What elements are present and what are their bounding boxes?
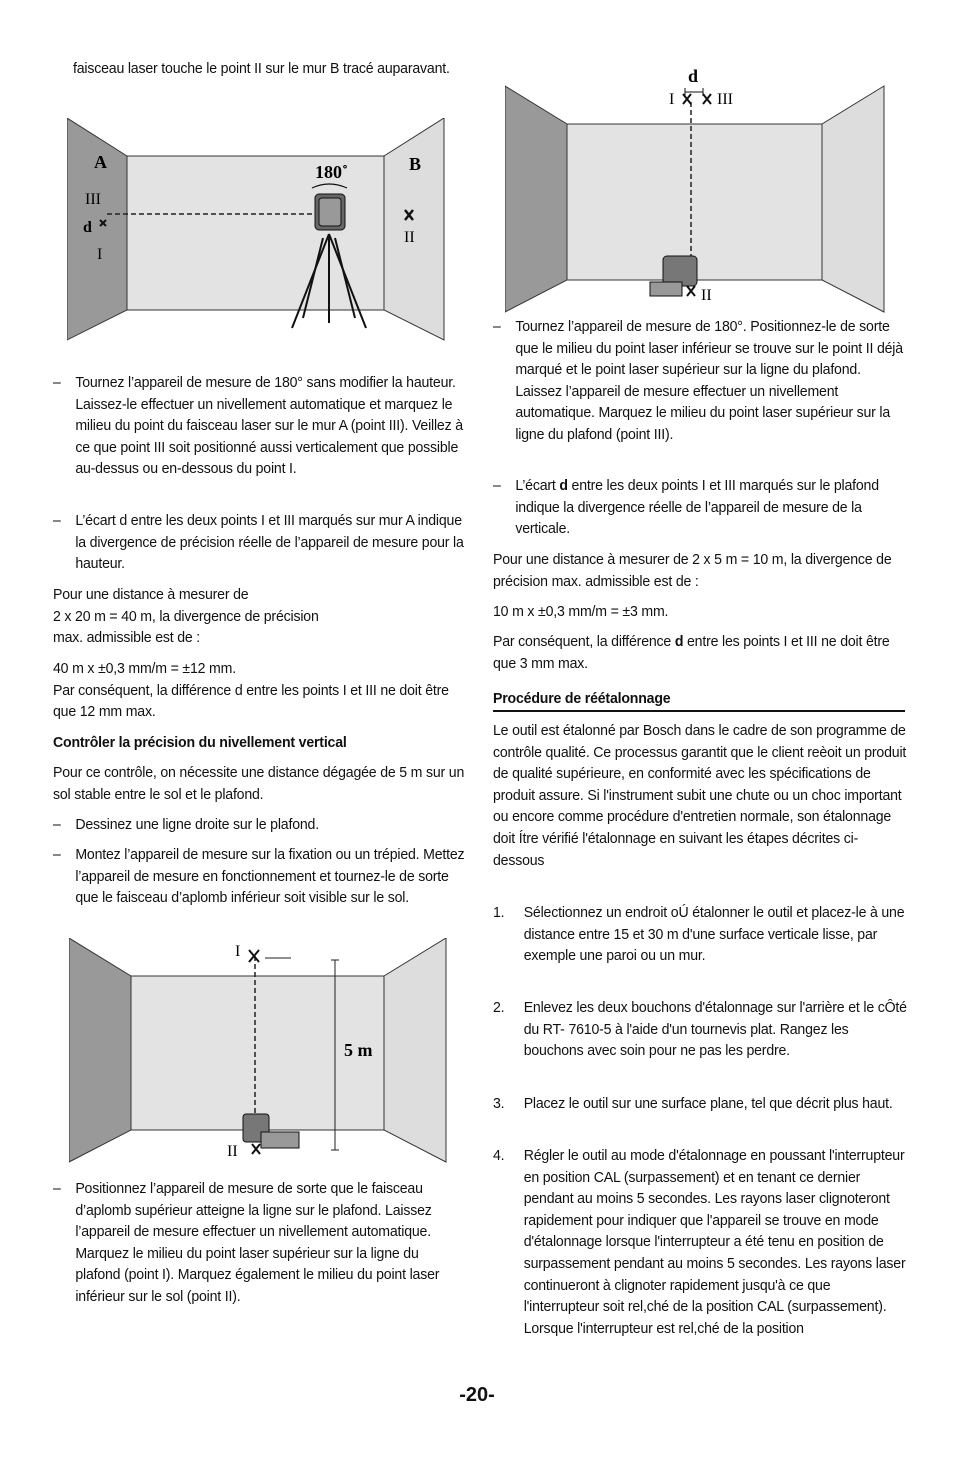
distance-5m-label: 5 m xyxy=(344,1040,373,1060)
step-1: 1. Sélectionnez un endroit oÚ étalonner le outil et placez-le à une distance entre 15 et 30 m d'une surface verticale lisse, par exemple une paroi ou un mur. xyxy=(493,904,905,965)
para-calibration-intro: Le outil est étalonné par Bosch dans le cadre de son programme de contrôle qualité. Ce processus garantit que le client reèoit un produit de qualité supérieure, en conformité avec les spécifications de produit assure. Si l'instrument subit une chute ou un choc important ou encore comme procédure d'entretien normale, son étalonnage doit Ítre vérifié l'étalonnage en suivant les étapes décrites ci-dessous xyxy=(493,722,907,869)
angle-label: 180˚ xyxy=(315,162,348,182)
step-3: 3. Placez le outil sur une surface plane, tel que décrit plus haut. xyxy=(493,1095,893,1112)
para-tolerance-12mm: 40 m x ±0,3 mm/m = ±12 mm. Par conséquent, la différence d entre les points I et III ne doit être que 12 mm max. xyxy=(53,660,449,721)
bullet-rotate-vertical: – Tournez l’appareil de mesure de 180°. Positionnez-le de sorte que le milieu du point laser inférieur se trouve sur le point II déjà marqué et le point laser supérieur sur la ligne du plafond. Laissez l’appareil de mesure effectuer un nivellement automatique. Marquez le milieu du point laser supérieur sur la ligne du plafond (point III). xyxy=(493,318,903,443)
figure-vertical-setup xyxy=(69,938,447,1164)
point-i-label: I xyxy=(235,943,241,960)
bullet-position-device: – Positionnez l’appareil de mesure de sorte que le faisceau d’aplomb supérieur atteigne la ligne sur le plafond. Laissez l’appareil de mesure effectuer un nivellement automatique. Marquez le milieu du point laser supérieur sur la ligne du plafond (point I). Marquez également le milieu du point laser inférieur sur le sol (point II). xyxy=(53,1180,440,1305)
para-distance-10m: Pour une distance à mesurer de 2 x 5 m = 10 m, la divergence de précision max. admissible est de : xyxy=(493,551,892,590)
bullet-mount-device: – Montez l’appareil de mesure sur la fixation ou un trépied. Mettez l’appareil de mesure en fonctionnement et tournez-le de sorte que le faisceau d’aplomb inférieur soit visible sur le sol. xyxy=(53,846,465,907)
point-i-label: I xyxy=(669,91,675,108)
wall-b-label: B xyxy=(409,154,422,174)
bullet-ecart-vertical: – L’écart d entre les deux points I et III marqués sur le plafond indique la divergence réelle de l’appareil de mesure de la verticale. xyxy=(493,477,879,538)
para-tolerance-3mm: 10 m x ±0,3 mm/m = ±3 mm. xyxy=(493,603,669,620)
heading-underline xyxy=(493,710,905,712)
para-difference-d: Par conséquent, la différence d entre les points I et III ne doit être que 3 mm max. xyxy=(493,633,890,672)
distance-d-label: d xyxy=(688,66,699,86)
point-ii-label: II xyxy=(227,1143,238,1160)
heading-recalibration: Procédure de réétalonnage xyxy=(493,690,671,707)
step-4: 4. Régler le outil au mode d'étalonnage en poussant l'interrupteur en position CAL (surpassement) et en tenant ce dernier pendant au moins 5 secondes. Les rayons laser clignoteront rapidement pour indiquer que l'appareil se trouve en mode d'étalonnage lorsque l'interrupteur a été tenu en position de surpassement pendant au moins 5 secondes. Les rayons laser continueront à clignoter rapidement jusqu'à ce que l'interrupteur soit rel,ché de la position CAL (surpassement). Lorsque l'interrupteur est rel,ché de la position xyxy=(493,1147,906,1337)
point-iii-label: III xyxy=(85,191,101,208)
point-ii-label: II xyxy=(404,229,415,246)
step-2: 2. Enlevez les deux bouchons d'étalonnage sur l'arrière et le cÔté du RT- 7610-5 à l'aide d'un tournevis plat. Rangez les bouchons avec soin pour ne pas les perdre. xyxy=(493,999,907,1060)
bullet-ecart-d: – L’écart d entre les deux points I et III marqués sur mur A indique la divergence de précision réelle de l’appareil de mesure pour la hauteur. xyxy=(53,512,464,573)
figure-horizontal-check xyxy=(67,118,445,348)
para-distance-40m: Pour une distance à mesurer de 2 x 20 m = 40 m, la divergence de précision max. admissible est de : xyxy=(53,586,319,647)
point-i-label: I xyxy=(97,246,103,263)
point-ii-label: II xyxy=(701,287,712,304)
point-iii-label: III xyxy=(717,91,733,108)
bullet-draw-line: – Dessinez une ligne droite sur le plafond. xyxy=(53,816,319,833)
intro-text: faisceau laser touche le point II sur le mur B tracé auparavant. xyxy=(73,60,450,77)
bullet-rotate-180: – Tournez l’appareil de mesure de 180° sans modifier la hauteur. Laissez-le effectuer un nivellement automatique et marquez le milieu du point du faisceau laser sur le mur A (point III). Veillez à ce que point III soit positionné aussi verticalement que possible au-dessus ou en-dessous du point I. xyxy=(53,374,463,478)
page-number: -20- xyxy=(459,1384,495,1406)
para-vertical-requirements: Pour ce contrôle, on nécessite une distance dégagée de 5 m sur un sol stable entre le sol et le plafond. xyxy=(53,764,465,803)
wall-a-label: A xyxy=(94,152,107,172)
figure-vertical-rotated xyxy=(505,62,885,314)
heading-vertical-check: Contrôler la précision du nivellement vertical xyxy=(53,734,347,751)
distance-d-label: d xyxy=(83,219,92,236)
